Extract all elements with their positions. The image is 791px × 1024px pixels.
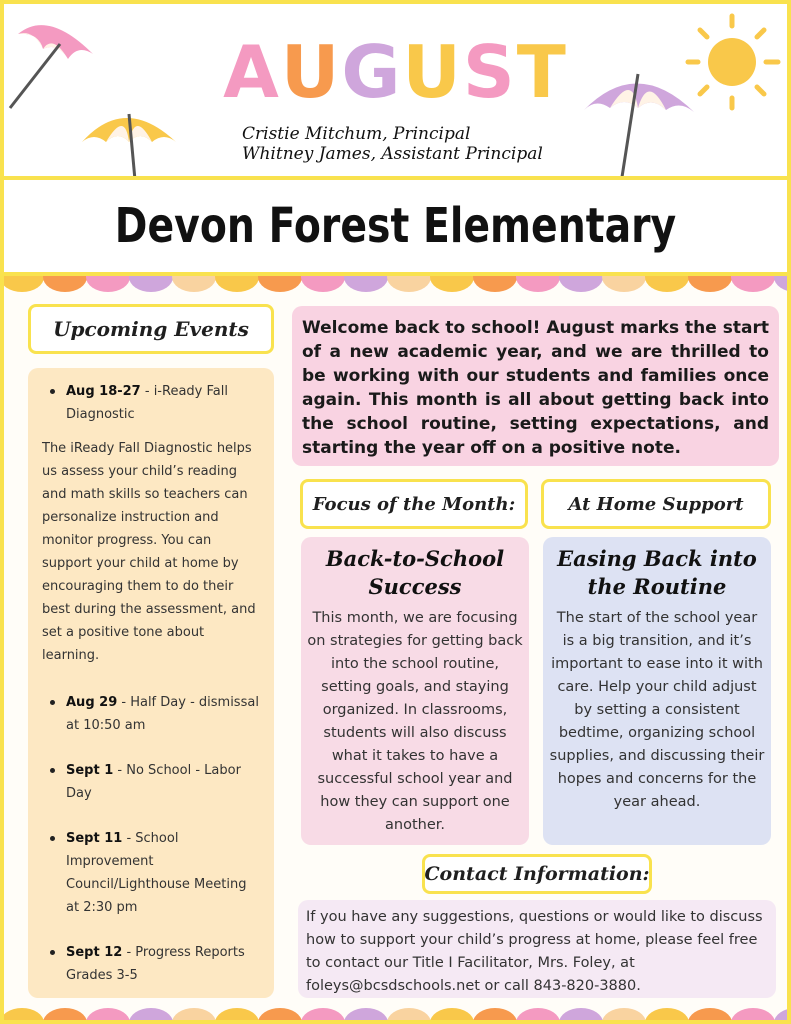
event-item xyxy=(42,380,262,426)
event-item xyxy=(42,759,262,805)
title-letter: A xyxy=(223,30,281,114)
scallop xyxy=(387,276,431,292)
event-text: - Half Day - dismissal at 10:50 am xyxy=(66,695,259,733)
scallop xyxy=(43,1008,87,1024)
event-text: - No School - Labor Day xyxy=(66,763,241,801)
title-letter: G xyxy=(341,30,403,114)
scallop xyxy=(602,1008,646,1024)
title-letter: U xyxy=(402,30,463,114)
scallop xyxy=(215,1008,259,1024)
home-support-title: Easing Back into the Routine xyxy=(557,546,757,599)
event-date: Aug 18-27 xyxy=(66,384,141,399)
header xyxy=(4,4,787,176)
scallop xyxy=(86,1008,130,1024)
focus-body: This month, we are focusing on strategies for getting back into the school routine, setting goals, and staying organized. In classrooms, students will also discuss what it takes to have a successful school year and how they can support one another. xyxy=(307,610,523,833)
scallop xyxy=(473,1008,517,1024)
scallop xyxy=(129,1008,173,1024)
scallop xyxy=(4,1008,44,1024)
scallop-border-top xyxy=(4,276,787,294)
upcoming-events-heading: Upcoming Events xyxy=(28,304,274,354)
scallop-border-bottom xyxy=(4,1006,787,1024)
scallop xyxy=(688,276,732,292)
scallop xyxy=(516,276,560,292)
assistant-principal-name: Whitney James, Assistant Principal xyxy=(242,144,543,164)
scallop xyxy=(731,1008,775,1024)
scallop xyxy=(129,276,173,292)
scallop xyxy=(473,276,517,292)
focus-card xyxy=(301,537,529,845)
month-title xyxy=(4,30,787,114)
scallop xyxy=(172,1008,216,1024)
scallop xyxy=(774,1008,787,1024)
scallop xyxy=(645,276,689,292)
beach-umbrella-icon xyxy=(80,104,180,180)
contact-heading: Contact Information: xyxy=(422,854,652,894)
scallop xyxy=(344,276,388,292)
scallop xyxy=(4,276,44,292)
scallop xyxy=(172,276,216,292)
scallop xyxy=(559,276,603,292)
scallop xyxy=(258,1008,302,1024)
title-letter: T xyxy=(516,30,568,114)
scallop xyxy=(731,276,775,292)
scallop xyxy=(258,276,302,292)
principal-name: Cristie Mitchum, Principal xyxy=(242,124,471,144)
scallop xyxy=(86,276,130,292)
scallop xyxy=(602,276,646,292)
event-text: - i-Ready Fall Diagnostic xyxy=(66,384,228,422)
scallop xyxy=(43,276,87,292)
home-support-card xyxy=(543,537,771,845)
event-text: - Progress Reports Grades 3-5 xyxy=(66,945,245,983)
event-date: Sept 12 xyxy=(66,945,123,960)
event-item xyxy=(42,827,262,919)
scallop xyxy=(301,276,345,292)
welcome-message: Welcome back to school! August marks the start of a new academic year, and we are thrilled to be working with our students and families once again. This month is all about getting back into the school routine, setting expectations, and starting the year off on a positive note. xyxy=(292,306,779,466)
home-support-body: The start of the school year is a big transition, and it’s important to ease into it with care. Help your child adjust by setting a consistent bedtime, organizing school supplies, and discussing their hopes and concerns for the year ahead. xyxy=(549,610,765,810)
scallop xyxy=(559,1008,603,1024)
scallop xyxy=(688,1008,732,1024)
focus-title: Back-to-School Success xyxy=(325,546,505,599)
title-letter: S xyxy=(462,30,517,114)
event-item xyxy=(42,941,262,987)
scallop xyxy=(430,276,474,292)
scallop xyxy=(301,1008,345,1024)
contact-info: If you have any suggestions, questions or would like to discuss how to support your child’s progress at home, please feel free to contact our Title I Facilitator, Mrs. Foley, at foleys@bcsdschools.net or call 843-820-3880. xyxy=(298,900,776,998)
scallop xyxy=(215,276,259,292)
title-letter: U xyxy=(280,30,342,114)
scallop xyxy=(645,1008,689,1024)
administrators xyxy=(242,124,622,164)
scallop xyxy=(344,1008,388,1024)
at-home-support-heading: At Home Support xyxy=(541,479,771,529)
scallop xyxy=(430,1008,474,1024)
focus-of-month-heading: Focus of the Month: xyxy=(300,479,528,529)
scallop xyxy=(774,276,787,292)
event-item xyxy=(42,691,262,737)
school-name: Devon Forest Elementary xyxy=(114,198,677,254)
event-description: The iReady Fall Diagnostic helps us assess your child’s reading and math skills so teachers can personalize instruction and monitor progress. You can support your child at home by encouraging them to do their best during the assessment, and set a positive tone about learning. xyxy=(42,441,256,663)
event-date: Sept 1 xyxy=(66,763,114,778)
scallop xyxy=(516,1008,560,1024)
event-date: Sept 11 xyxy=(66,831,123,846)
scallop xyxy=(387,1008,431,1024)
event-date: Aug 29 xyxy=(66,695,118,710)
upcoming-events-panel xyxy=(28,368,274,998)
school-banner xyxy=(4,176,787,276)
event-text: - School Improvement Council/Lighthouse Meeting at 2:30 pm xyxy=(66,831,247,915)
